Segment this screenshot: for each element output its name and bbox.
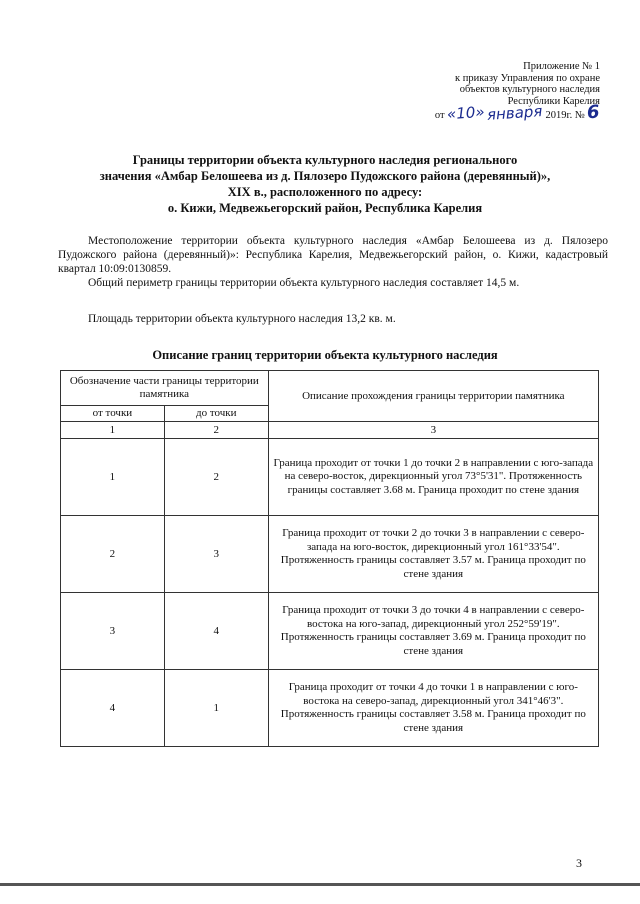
boundaries-table — [60, 370, 599, 747]
column-number: 1 — [61, 422, 165, 439]
appendix-line: к приказу Управления по охране — [455, 72, 600, 84]
from-point: 1 — [61, 439, 165, 516]
perimeter-text: Общий периметр границы территории объекта культурного наследия составляет 14,5 м. — [88, 277, 520, 289]
table-row — [61, 439, 599, 516]
handwritten-number: 6 — [586, 101, 601, 124]
to-point: 4 — [164, 593, 268, 670]
appendix-line: объектов культурного наследия — [459, 84, 600, 95]
document-title — [60, 152, 590, 216]
boundary-description: Граница проходит от точки 2 до точки 3 в направлении с северо-запада на юго-восток, дирекционный угол 161°33'54". Протяженность границы составляет 3.57 м. Граница проходит по стене здания — [268, 516, 598, 593]
appendix-line: Республики Карелия — [507, 95, 600, 107]
order-year: 2019г. № — [545, 110, 585, 121]
boundary-description: Граница проходит от точки 3 до точки 4 в направлении с северо-востока на юго-запад, дирекционный угол 252°59'19". Протяженность границы составляет 3.69 м. Граница проходит по стене здания — [268, 593, 598, 670]
boundary-description: Граница проходит от точки 4 до точки 1 в направлении с юго-востока на северо-запад, дирекционный угол 341°46'3". Протяженность границы составляет 3.58 м. Граница проходит по стене здания — [268, 670, 598, 747]
header-part: Обозначение части границы территории памятника — [61, 371, 269, 406]
to-point: 2 — [164, 439, 268, 516]
scan-edge — [0, 883, 640, 886]
to-point: 1 — [164, 670, 268, 747]
from-point: 4 — [61, 670, 165, 747]
header-to: до точки — [164, 406, 268, 422]
title-line: о. Кижи, Медвежьегорский район, Республика Карелия — [167, 201, 483, 215]
table-row — [61, 670, 599, 747]
column-number: 3 — [268, 422, 598, 439]
from-point: 2 — [61, 516, 165, 593]
area-text: Площадь территории объекта культурного наследия 13,2 кв. м. — [88, 313, 396, 325]
appendix-line: Приложение № 1 — [523, 61, 600, 72]
table-row — [61, 516, 599, 593]
location-paragraph — [58, 234, 608, 276]
perimeter-paragraph — [58, 276, 608, 290]
page-number: 3 — [576, 856, 582, 870]
title-line: значения «Амбар Белошеева из д. Пялозеро Пудожского района (деревянный)», — [99, 169, 551, 183]
boundary-description: Граница проходит от точки 1 до точки 2 в направлении с юго-запада на северо-восток, дирекционный угол 73°5'31". Протяженность границы составляет 3.68 м. Граница проходит по стене здания — [268, 439, 598, 516]
header-desc: Описание прохождения границы территории памятника — [268, 371, 598, 422]
header-from: от точки — [61, 406, 165, 422]
handwritten-month: января — [486, 102, 544, 124]
location-text: Местоположение территории объекта культурного наследия «Амбар Белошеева из д. Пялозеро Пудожского района (деревянный)»: Республика Карелия, Медвежьегорский район, о. Кижи, кадастровый квартал 10:09:0130859. — [58, 235, 608, 275]
table-row — [61, 593, 599, 670]
to-point: 3 — [164, 516, 268, 593]
table-column-numbers — [61, 422, 599, 439]
title-line: XIX в., расположенного по адресу: — [227, 185, 423, 199]
column-number: 2 — [164, 422, 268, 439]
from-point: 3 — [61, 593, 165, 670]
title-line: Границы территории объекта культурного наследия регионального — [132, 153, 518, 167]
area-paragraph — [58, 312, 608, 326]
order-prefix: от — [434, 110, 445, 121]
handwritten-day: «10» — [446, 102, 486, 124]
table-subtitle: Описание границ территории объекта культурного наследия — [152, 348, 498, 362]
table-header-row — [61, 371, 599, 406]
appendix-header — [380, 61, 600, 122]
